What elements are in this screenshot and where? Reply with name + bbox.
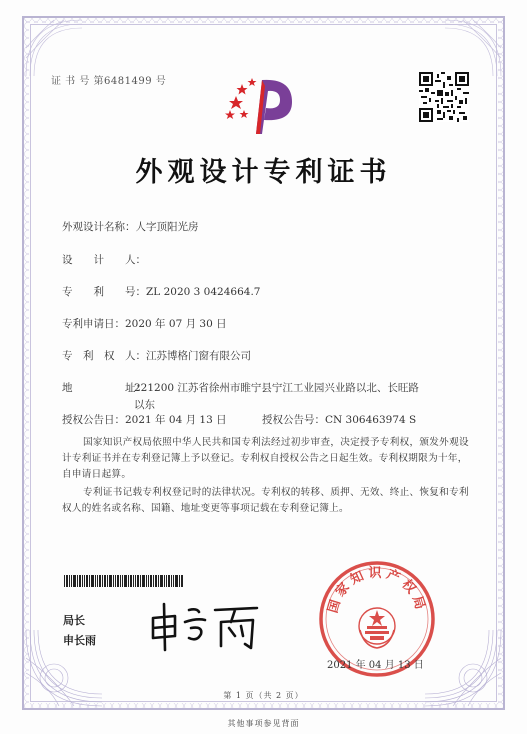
patentee-value: 江苏博格门窗有限公司 (146, 350, 251, 362)
certificate-title: 外观设计专利证书 (135, 157, 392, 188)
address-label: 地 址： (62, 382, 146, 394)
address-value: 221200 江苏省徐州市睢宁县宁江工业园兴业路以北、长旺路以东 (134, 382, 419, 411)
page-number: 第 1 页（共 2 页） (223, 691, 304, 700)
barcode-icon (64, 575, 184, 587)
field-filing-date (62, 316, 227, 331)
director-name: 申长雨 (63, 634, 96, 647)
field-design-name (62, 219, 199, 234)
legal-paragraph-status: 专利证书记载专利权登记时的法律状况。专利权的转移、质押、无效、终止、恢复和专利权人的姓名或名称、国籍、地址变更等事项记载在专利登记簿上。 (62, 487, 469, 514)
field-grant-date (62, 412, 227, 427)
certificate-number: 证 书 号 第6481499 号 (51, 76, 167, 87)
designer-label: 设 计 人： (62, 254, 146, 266)
director-title: 局长 (63, 614, 85, 627)
seal-text: 国家知识产权局 (325, 566, 429, 615)
cnipa-logo-icon (222, 70, 300, 142)
design-name-value: 人字顶阳光房 (135, 221, 199, 233)
patent-number-value: ZL 2020 3 0424664.7 (146, 286, 261, 298)
field-designer (62, 252, 146, 267)
seal-date: 2021 年 04 月 13 日 (327, 660, 424, 671)
patentee-label: 专 利 权 人： (62, 350, 146, 362)
patent-number-label: 专 利 号： (62, 286, 146, 298)
grant-date-value: 2021 年 04 月 13 日 (125, 414, 227, 426)
field-patent-number (62, 284, 260, 299)
signature-icon (145, 598, 265, 652)
qr-code-icon (419, 72, 469, 122)
design-name-label: 外观设计名称： (62, 221, 136, 233)
filing-date-value: 2020 年 07 月 30 日 (125, 318, 227, 330)
footer-note: 其他事项参见背面 (227, 719, 300, 728)
grant-number-value: CN 306463974 S (325, 414, 417, 426)
grant-date-label: 授权公告日： (62, 414, 125, 426)
field-grant-number (262, 412, 416, 427)
grant-number-label: 授权公告号： (262, 414, 325, 426)
legal-paragraph-grant: 国家知识产权局依照中华人民共和国专利法经过初步审查，决定授予专利权，颁发外观设计专利证书并在专利登记簿上予以登记。专利权自授权公告之日起生效。专利权期限为十年，自申请日起算。 (62, 437, 469, 480)
field-patentee (62, 348, 251, 363)
filing-date-label: 专利申请日： (62, 318, 125, 330)
